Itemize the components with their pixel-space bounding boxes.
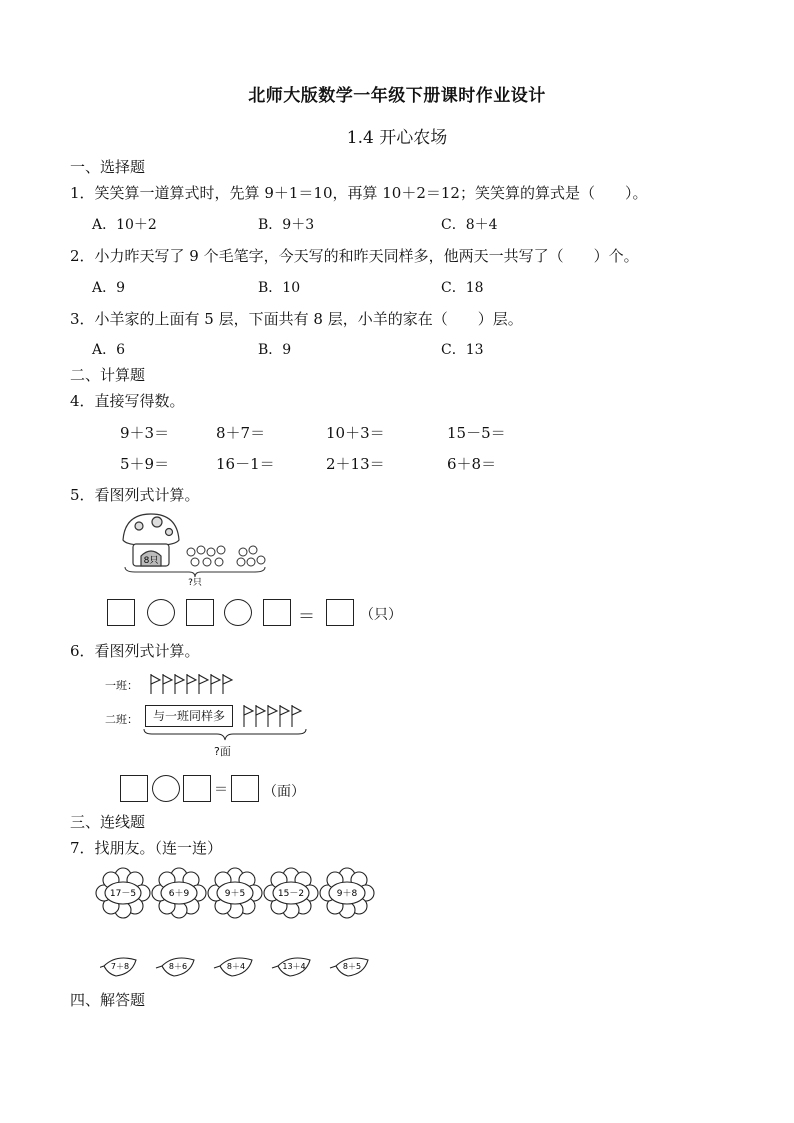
answer-box[interactable] — [107, 599, 135, 626]
class1-flags — [148, 672, 240, 696]
same-as-class1-box: 与一班同样多 — [145, 705, 233, 727]
question-7-text: 7．找朋友。（连一连） — [70, 839, 223, 857]
equals-sign: ＝ — [298, 607, 315, 627]
operator-circle[interactable] — [224, 599, 252, 626]
flower-expression[interactable]: 9＋5 — [224, 889, 246, 899]
q3-option-a[interactable]: A．6 — [92, 342, 126, 358]
unit-label: （只） — [360, 607, 402, 623]
calc-item: 15－5＝ — [447, 424, 506, 442]
leaf-expression[interactable]: 13＋4 — [282, 962, 306, 971]
flag-icon — [256, 705, 265, 727]
class2-label: 二班： — [105, 713, 138, 726]
q1-option-a[interactable]: A．10＋2 — [92, 217, 157, 233]
flag-icon — [163, 674, 172, 694]
calc-item: 5＋9＝ — [120, 455, 170, 473]
flower-expression[interactable]: 17－5 — [109, 889, 137, 899]
flowers-row — [95, 866, 385, 920]
mushroom-chicks-picture — [115, 512, 275, 588]
calc-item: 9＋3＝ — [120, 424, 170, 442]
q1-option-c[interactable]: C．8＋4 — [441, 217, 498, 233]
operator-circle[interactable] — [152, 775, 180, 802]
chick-icon — [187, 546, 265, 566]
flag-icon — [268, 705, 277, 727]
q1-option-b[interactable]: B．9＋3 — [258, 217, 315, 233]
answer-box[interactable] — [183, 775, 211, 802]
flower-expression[interactable]: 15－2 — [277, 889, 305, 899]
operator-circle[interactable] — [147, 599, 175, 626]
q2-option-b[interactable]: B．10 — [258, 280, 301, 296]
calc-item: 6＋8＝ — [447, 455, 497, 473]
result-box[interactable] — [231, 775, 259, 802]
unit-label: （面） — [263, 784, 305, 800]
result-box[interactable] — [326, 599, 354, 626]
answer-box[interactable] — [120, 775, 148, 802]
flag-icon — [292, 705, 301, 727]
calc-item: 2＋13＝ — [326, 455, 385, 473]
answer-box[interactable] — [263, 599, 291, 626]
question-1-text: 1．笑笑算一道算式时，先算 9＋1＝10，再算 10＋2＝12；笑笑算的算式是（ ）。 — [70, 184, 648, 202]
calc-item: 16－1＝ — [216, 455, 275, 473]
flag-icon — [175, 674, 184, 694]
leaves-row — [100, 952, 375, 980]
flag-icon — [199, 674, 208, 694]
leaf-expression[interactable]: 7＋8 — [110, 962, 130, 971]
leaf-expression[interactable]: 8＋5 — [342, 962, 362, 971]
q3-option-b[interactable]: B．9 — [258, 342, 292, 358]
question-4-text: 4．直接写得数。 — [70, 392, 185, 410]
leaf-expression[interactable]: 8＋4 — [226, 962, 246, 971]
page-title: 北师大版数学一年级下册课时作业设计 — [248, 86, 546, 106]
flag-icon — [151, 674, 160, 694]
q3-option-c[interactable]: C．13 — [441, 342, 484, 358]
question-5-text: 5．看图列式计算。 — [70, 486, 200, 504]
class2-total-label: ?面 — [214, 745, 231, 758]
q2-option-c[interactable]: C．18 — [441, 280, 484, 296]
section-heading-calc: 二、计算题 — [70, 366, 146, 384]
lesson-subtitle: 1.4 开心农场 — [346, 128, 448, 148]
question-2-text: 2．小力昨天写了 9 个毛笔字，今天写的和昨天同样多，他两天一共写了（ ）个。 — [70, 247, 639, 265]
class1-label: 一班： — [105, 679, 138, 692]
flower-expression[interactable]: 9＋8 — [336, 889, 358, 899]
house-label: 8只 — [143, 556, 159, 566]
flag-icon — [244, 705, 253, 727]
equals-sign: ＝ — [214, 782, 228, 798]
q2-option-a[interactable]: A．9 — [92, 280, 126, 296]
flag-icon — [223, 674, 232, 694]
flag-icon — [280, 705, 289, 727]
total-brace — [125, 567, 265, 577]
calc-item: 10＋3＝ — [326, 424, 385, 442]
class2-brace — [142, 728, 308, 742]
flower-expression[interactable]: 6＋9 — [168, 889, 190, 899]
section-heading-word-problems: 四、解答题 — [70, 991, 146, 1009]
total-label: ?只 — [188, 578, 202, 588]
question-3-text: 3．小羊家的上面有 5 层，下面共有 8 层，小羊的家在（ ）层。 — [70, 310, 523, 328]
question-6-text: 6．看图列式计算。 — [70, 642, 200, 660]
calc-item: 8＋7＝ — [216, 424, 266, 442]
section-heading-choice: 一、选择题 — [70, 158, 146, 176]
flag-icon — [187, 674, 196, 694]
leaf-expression[interactable]: 8＋6 — [168, 962, 188, 971]
section-heading-matching: 三、连线题 — [70, 813, 146, 831]
answer-box[interactable] — [186, 599, 214, 626]
flag-icon — [211, 674, 220, 694]
class2-flags — [240, 703, 306, 729]
